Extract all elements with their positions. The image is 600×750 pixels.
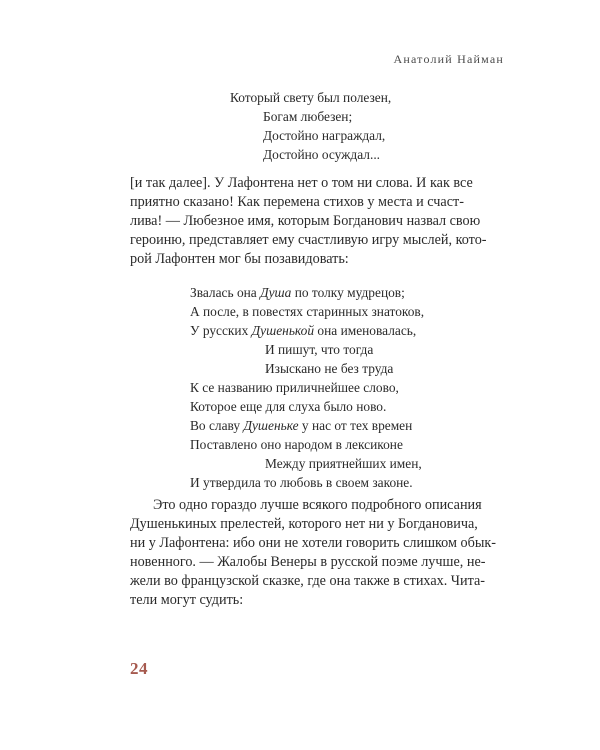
verse-line: Изыскано не без труда (265, 361, 394, 376)
prose-line: приятно сказано! Как перемена стихов у места и счаст- (130, 194, 464, 210)
verse-line: Достойно осуждал... (263, 147, 381, 162)
verse-line: Который свету был полезен, (230, 90, 392, 105)
verse-line: Звалась она Душа по толку мудрецов; (190, 285, 405, 300)
verse-line: К се названию приличнейшее слово, (190, 380, 399, 395)
verse-quote-2 (190, 283, 424, 492)
verse-line: У русских Душенькой она именовалась, (190, 323, 417, 338)
prose-line: [и так далее]. У Лафонтена нет о том ни слова. И как все (130, 175, 473, 191)
verse-line: Во славу Душеньке у нас от тех времен (190, 418, 413, 433)
verse-line: А после, в повестях старинных знатоков, (190, 304, 425, 319)
prose-line: Душенькиных прелестей, которого нет ни у Богдановича, (130, 516, 478, 532)
verse-line: Богам любезен; (263, 109, 353, 124)
verse-line: Между приятнейших имен, (265, 456, 422, 471)
verse-line: И пишут, что тогда (265, 342, 374, 357)
emphasis: Душенькой (251, 323, 315, 338)
verse-line: Которое еще для слуха было ново. (190, 399, 387, 414)
prose-paragraph-1 (130, 174, 496, 269)
prose-paragraph-2 (130, 496, 496, 610)
prose-line: героиню, представляет ему счастливую игру мыслей, кото- (130, 232, 487, 248)
prose-line: тели могут судить: (130, 592, 244, 608)
verse-line: Поставлено оно народом в лексиконе (190, 437, 403, 452)
emphasis: Душа (260, 285, 292, 300)
prose-line: лива! — Любезное имя, которым Богданович назвал свою (130, 213, 481, 229)
verse-quote-1 (230, 88, 391, 164)
running-head: Анатолий Найман (393, 52, 504, 66)
prose-line: рой Лафонтен мог бы позавидовать: (130, 251, 349, 267)
verse-line: И утвердила то любовь в своем законе. (190, 475, 413, 490)
page-number: 24 (130, 659, 148, 678)
verse-line: Достойно награждал, (263, 128, 386, 143)
prose-line: жели во французской сказке, где она также в стихах. Чита- (130, 573, 486, 589)
prose-line: Это одно гораздо лучше всякого подробного описания (153, 497, 482, 513)
emphasis: Душеньке (243, 418, 299, 433)
prose-line: новенного. — Жалобы Венеры в русской поэме лучше, не- (130, 554, 486, 570)
prose-line: ни у Лафонтена: ибо они не хотели говорить слишком обык- (130, 535, 496, 551)
